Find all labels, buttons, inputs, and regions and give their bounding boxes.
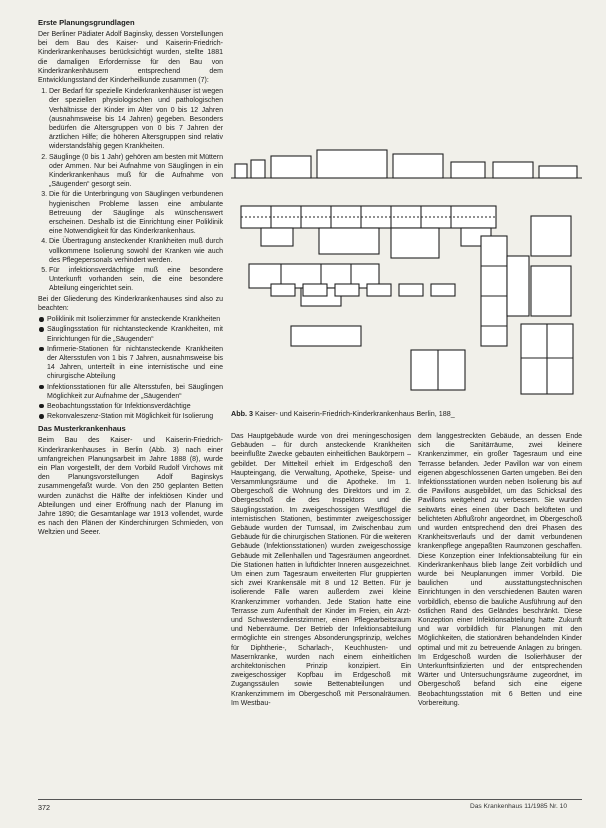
- caption-text: Kaiser- und Kaiserin-Friedrich-Kinderkrankenhaus Berlin, 188_: [254, 409, 455, 418]
- right-paragraph: dem langgestreckten Gebäude, an dessen Ende sich die Sanitärräume, zwei kleinere Krankenzimmer, ein großer Tagesraum und eine Terrasse befanden. Jeder Pavillon war von einem eigenen abgeschlossenen Garten umgeben. Bei den Infektionsstationen wurden neben Isolierung bis auf die Pavillons ausgebildet, um das Schicksal des Pavillons weitgehend zu verbessern. Sie wurden seitwärts eines einen über Dach belüfteten und belichteten Abflußrohr angeordnet, im Obergeschoß und wurden entsprechend den drei Phasen des Krankheitsverlaufs und der damit verbundenen krankenpflege angepaßten Raumzonen geschaffen. Diese Konzeption einer Infektionsabteilung für ein Kinderkrankenhaus blieb lange Zeit vorbildlich und wurde bei Neuplanungen immer Vorbild. Die baulichen und ausstattungstechnischen Einrichtungen in den verschiedenen Bauten waren vorbildlich, ebenso die bauliche Ausführung auf den östlichen Rand des Geländes beschränkt. Diese Konzeption einer Infektionsabteilung hatte Zukunft und war vorbildlich für Planungen mit den Möglichkeiten, die stationären behandelnden Kinder optimal und mit zu betreuende Anlagen zu bringen. Im Erdgeschoß wurden die Isolierhäuser der Unterkunftsinfizierten und der entsprechenden Wärter und Untersuchungsräume zugeordnet, im Obergeschoß befand sich eine eigene Beobachtungsstation mit 6 Betten und eine Vorbereitung.: [418, 433, 582, 707]
- bullet-item: Rekonvaleszenz-Station mit Möglichkeit für Isolierung: [47, 412, 223, 421]
- right-column: [418, 432, 582, 710]
- journal-reference: Das Krankenhaus 11/1985 Nr. 10: [470, 803, 568, 810]
- lower-block-plan: [291, 326, 465, 390]
- list-item: 4. Die Übertragung ansteckender Krankheiten muß durch vollkommene Isolierung sowohl der Kranken wie auch des Pflegepersonals verhindert werden.: [49, 237, 223, 265]
- page-number: 372: [38, 803, 50, 812]
- infection-wing-plan: [481, 216, 573, 394]
- elevation-drawing: [231, 150, 582, 178]
- main-building-plan: [241, 206, 496, 258]
- caption-label: Abb. 3: [231, 409, 253, 418]
- bullet-item: Infektionsstationen für alle Altersstufen, bei Säuglingen Möglichkeit zur Aufnahme der „Säugenden“: [47, 383, 223, 400]
- middle-paragraph: Das Hauptgebäude wurde von drei meningeschosigen Gebäuden – für durch ansteckende Krankheiten beeinflußte Zwecke gebauten einheitlichen Baukörpern – gebildet. Der Mittelteil erhielt im Erdgeschoß den Haupteingang, die Verwaltung, Apotheke, Speise- und Versammlungsräume und die Apotheke. Im 1. Obergeschoß die Wohnung des Direktors und im 2. Obergeschoß die des Inspektors und die Säuglingsstation. Im zweigeschossigen Westflügel die internistischen Stationen, bestimmter zweigeschossiger Gebäude wurden der Turnsaal, im Zwischenbau zum Gebäude für die chirurgischen Stationen. Für die weiteren Gebäude (Infektionsstationen) wurden zweigeschossige Gebäude mit Zellenhallen und Tagesräumen angeordnet. Die Stationen hatten in luftdichter Inneren ausgezeichnet. Um einen zum Tagesraum erweiterten Flur gruppierten sich zwei Krankensäle mit 8 und 12 Betten. Für je isolierende Fälle waren außerdem zwei kleine Krankenzimmer vorhanden. Jede Station hatte eine Terrasse zum Aufenthalt der Kinder im Freien, ein Arzt- und Schwesterndienstzimmer, einen Pflegearbeitsraum und Nebenräume. Der Betrieb der Infektionsabteilung ermöglichte ein strenges Absonderungsprinzip, welches für Diphtherie-, Scharlach-, Keuchhusten- und Masernkranke, wurden nach einem einheitlichen architektonischen Prinzip konzipiert. Ein zweigeschossiger Kopfbau im Erdgeschoß mit Zugangssäulen sowie Bettenabteilungen und Krankenzimmern im Obergeschoß mit Personalräumen. Im Westbau-: [231, 433, 411, 707]
- list-item: 5. Für infektionsverdächtige muß eine besondere Unterkunft vorhanden sein, die eine besondere Abteilung eingerichtet sein.: [49, 266, 223, 294]
- list-item: 1. Der Bedarf für spezielle Kinderkrankenhäuser ist wegen der speziellen physiologischen und pathologischen Verhältnisse der Kinder im Alter von 0 bis 12 Jahren (ausnahmsweise bis 14 Jahren) gegeben. Besonders bedürfen die Altersgruppen von 0 bis 7 Jahren der ärztlichen Hilfe; die höheren Altersgruppen sind relativ widerstandsfähig gegen Krankheiten.: [49, 87, 223, 151]
- bullet-item: Poliklinik mit Isolierzimmer für ansteckende Krankheiten: [47, 315, 223, 324]
- left-column: [38, 18, 223, 540]
- intro-paragraph: Der Berliner Pädiater Adolf Baginsky, dessen Vorstellungen bei dem Bau des Kaiser- und Kaiserin-Friedrich-Kinderkrankenhauses berücksichtigt wurden, stellte 1881 die damaligen Erfordernisse für den Bau von Kinderkrankenhäusern entsprechend dem Entwicklungsstand der Kinderheilkunde zusammen (7):: [38, 31, 223, 85]
- middle-column: [231, 432, 411, 710]
- floor-plan-figure: [231, 136, 582, 408]
- section-heading-planning: Erste Planungsgrundlagen: [38, 18, 135, 27]
- bullet-item: Infirmerie-Stationen für nichtansteckende Krankheiten der Altersstufen von 1 bis 7 Jahren, ausnahmsweise bis 14 Jahren, unterteilt in eine internistische und eine chirurgische Abteilung: [47, 345, 223, 381]
- bullet-item: Beobachtungsstation für Infektionsverdächtige: [47, 402, 223, 411]
- list-item: 2. Säuglinge (0 bis 1 Jahr) gehören am besten mit Müttern oder Ammen. Nur bei Aufnahme von Säuglingen in ein Kinderkrankenhaus muß für die Aufnahme von „Säugenden“ gesorgt sein.: [49, 153, 223, 190]
- requirements-list: [38, 87, 223, 293]
- model-hospital-paragraph: Beim Bau des Kaiser- und Kaiserin-Friedrich-Kinderkrankenhauses in Berlin (Abb. 3) nach einer umfangreichen Planungsarbeit im Jahre 1888 (8), wurde ein Plan vorgestellt, der dem Vorbild Rudolf Virchows mit den Planungsvorstellungen Adolf Baginskys zusammengefaßt wurde. Von den 250 geplanten Betten wurden zunächst die Hälfte der infektiösen Kinder und Abteilungen und einer Eröffnung nach der Planung im Jahre 1890; die Gesamtanlage war 1913 vollendet, wurde es nach den Plänen der Kinderchirurgen Schmieden, von Weltzien und Seeer.: [38, 437, 223, 537]
- section-heading-model-hospital: Das Musterkrankenhaus: [38, 424, 126, 434]
- list-item: 3. Die für die Unterbringung von Säuglingen verbundenen hygienischen Probleme lassen eine ambulante Betreuung der Säuglinge als wünschenswert erscheinen. Deshalb ist die Einrichtung einer Poliklinik eine Notwendigkeit für das Kinderkrankenhaus.: [49, 190, 223, 236]
- bullet-item: Säuglingsstation für nichtansteckende Krankheiten, mit Einrichtungen für die „Säugenden“: [47, 326, 223, 343]
- division-intro: Bei der Gliederung des Kinderkrankenhauses sind also zu beachten:: [38, 295, 223, 312]
- division-bullet-list: [38, 315, 223, 421]
- footer-rule: [38, 799, 582, 800]
- figure-caption: [231, 409, 582, 418]
